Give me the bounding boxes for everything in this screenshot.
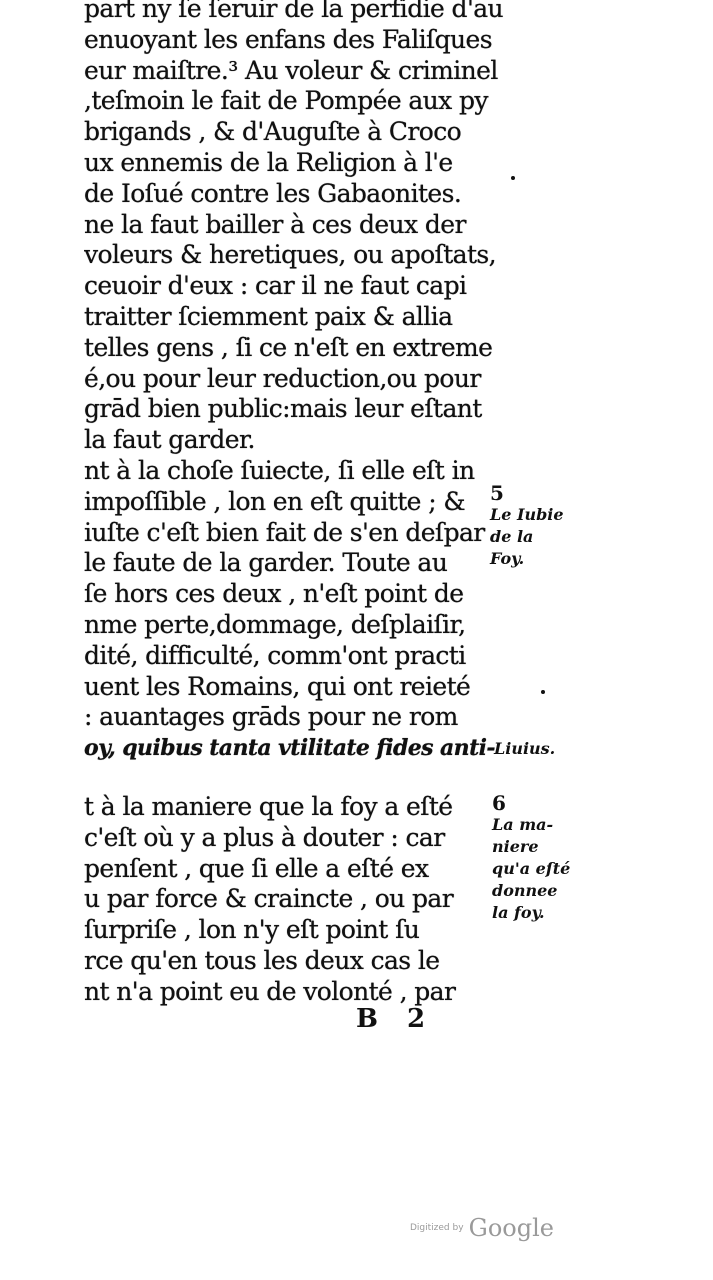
watermark-prefix: Digitized by bbox=[410, 1223, 464, 1233]
text-line: u par force & craincte , ou par bbox=[84, 884, 454, 914]
text-line: c'eſt où y a plus à douter : car bbox=[84, 822, 445, 852]
text-line: ſe hors ces deux , n'eſt point de bbox=[84, 579, 464, 609]
text-line: ne la faut bailler à ces deux der bbox=[84, 209, 466, 239]
text-line: ux ennemis de la Religion à l'e bbox=[84, 147, 453, 177]
text-line: impoſſible , lon en eſt quitte ; & bbox=[84, 486, 466, 516]
text-line: dité, difficulté, comm'ont practi bbox=[84, 640, 466, 670]
margin-note-line: La ma- bbox=[492, 815, 554, 834]
google-logo: Google bbox=[468, 1214, 554, 1242]
signature-mark: B 2 bbox=[356, 1004, 436, 1034]
margin-note-foy bbox=[490, 482, 564, 570]
text-line: ,teſmoin le fait de Pompée aux py bbox=[84, 86, 488, 116]
margin-note-line: Foy. bbox=[490, 549, 525, 568]
text-line: penſent , que ſi elle a eſté ex bbox=[84, 853, 429, 883]
margin-note-number: 5 bbox=[490, 481, 504, 505]
ink-speck bbox=[511, 176, 515, 180]
text-line: enuoyant les enfans des Faliſques bbox=[84, 24, 492, 54]
text-line: nt à la choſe ſuiecte, ſi elle eſt in bbox=[84, 455, 475, 485]
margin-note-line: donnee bbox=[492, 881, 558, 900]
margin-note-maniere bbox=[492, 792, 570, 924]
text-line: la faut garder. bbox=[84, 425, 255, 455]
text-line: rce qu'en tous les deux cas le bbox=[84, 945, 440, 975]
text-line: ſurpriſe , lon n'y eſt point ſu bbox=[84, 915, 420, 945]
ink-speck bbox=[541, 690, 545, 694]
text-line: iuſte c'eſt bien fait de s'en deſpar bbox=[84, 517, 485, 547]
text-line: telles gens , ſi ce n'eſt en extreme bbox=[84, 332, 493, 362]
text-line: t à la maniere que la foy a eſté bbox=[84, 791, 453, 821]
margin-note-line: Le Iubie bbox=[490, 505, 564, 524]
main-text-block bbox=[84, 0, 504, 1008]
text-line: é,ou pour leur reduction,ou pour bbox=[84, 363, 481, 393]
text-line: nme perte,dommage, deſplaiſir, bbox=[84, 609, 466, 639]
paragraph-gap bbox=[84, 764, 504, 792]
text-line: : auantages grāds pour ne rom bbox=[84, 702, 458, 732]
margin-note-number: 6 bbox=[492, 791, 506, 815]
text-line: brigands , & d'Auguſte à Croco bbox=[84, 117, 462, 147]
margin-note-livius: Liuius. bbox=[494, 739, 556, 758]
text-line: nt n'a point eu de volonté , par bbox=[84, 976, 456, 1006]
text-line: le faute de la garder. Toute au bbox=[84, 548, 448, 578]
margin-note-line: la foy. bbox=[492, 903, 545, 922]
text-line: grād bien public:mais leur eſtant bbox=[84, 394, 482, 424]
margin-note-line: qu'a eſté bbox=[492, 859, 571, 878]
text-line: uent les Romains, qui ont reieté bbox=[84, 671, 471, 701]
latin-quote-line: oy, quibus tanta vtilitate fides anti- bbox=[84, 735, 495, 762]
text-line: de Ioſué contre les Gabaonites. bbox=[84, 178, 462, 208]
digitization-watermark bbox=[410, 1214, 554, 1242]
text-line: part ny ſe ſeruir de la perfidie d'au bbox=[84, 0, 504, 23]
margin-note-line: niere bbox=[492, 837, 539, 856]
text-line: traitter ſciemment paix & allia bbox=[84, 301, 453, 331]
text-line: ceuoir d'eux : car il ne faut capi bbox=[84, 271, 467, 301]
text-line: voleurs & heretiques, ou apoſtats, bbox=[84, 240, 496, 270]
margin-note-line: de la bbox=[490, 527, 534, 546]
text-line: eur maiſtre.³ Au voleur & criminel bbox=[84, 55, 498, 85]
